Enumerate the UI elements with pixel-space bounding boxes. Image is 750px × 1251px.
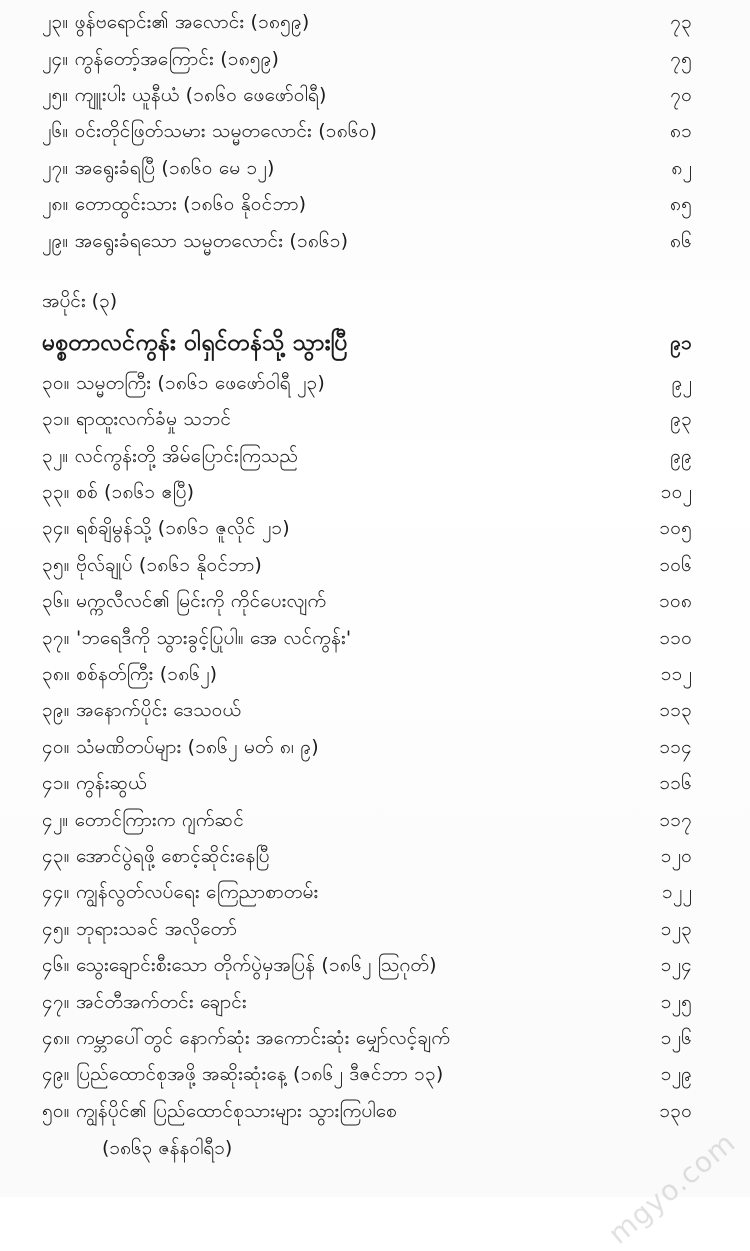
entry-page-number: ၁၁၄ xyxy=(659,735,692,758)
entry-title: ၃၉။ အနောက်ပိုင်း ဒေသဝယ် xyxy=(42,699,242,722)
entry-page-number: ၁၁၆ xyxy=(659,772,692,795)
toc-entry xyxy=(42,6,692,42)
toc-entry xyxy=(42,549,692,585)
entry-title: ၂၈။ တောထွင်းသား (၁၈၆၀ နိုဝင်ဘာ) xyxy=(42,193,307,216)
toc-entry xyxy=(42,403,692,439)
toc-entry xyxy=(42,876,692,912)
toc-entry xyxy=(42,188,692,224)
entry-title: ၄၀။ သံမဏိတပ်များ (၁၈၆၂ မတ် ၈၊ ၉) xyxy=(42,735,319,758)
entry-title: ၄၆။ သွေးချောင်းစီးသော တိုက်ပွဲမှအပြန် (၁၈၆၂ ဩဂုတ်) xyxy=(42,954,437,977)
entry-page-number: ၉၃ xyxy=(670,408,692,431)
entry-page-number: ၈၆ xyxy=(670,229,692,252)
entry-title: ၄၈။ ကမ္ဘာပေါ်တွင် နောက်ဆုံး အကောင်းဆုံး မျှော်လင့်ချက် xyxy=(42,1026,451,1049)
entry-title: ၂၃။ ဖွန်ဗရောင်း၏ အလောင်း (၁၈၅၉) xyxy=(42,11,310,34)
entry-page-number: ၁၃၀ xyxy=(659,1099,692,1122)
toc-entry xyxy=(42,115,692,151)
part-title-page-number: ၉၁ xyxy=(670,331,692,354)
toc-entry xyxy=(42,1058,692,1094)
entry-page-number: ၁၂၅ xyxy=(660,990,692,1013)
entry-page-number: ၈၁ xyxy=(670,120,692,143)
entry-page-number: ၁၀၈ xyxy=(659,590,692,613)
toc-entry xyxy=(42,621,692,657)
entry-page-number: ၁၁၀ xyxy=(659,626,692,649)
entry-title: ၂၅။ ကျူးပါး ယူနီယံ (၁၈၆၀ ဖေဖော်ဝါရီ) xyxy=(42,83,327,106)
entry-page-number: ၉၂ xyxy=(671,371,692,394)
toc-entry xyxy=(42,985,692,1021)
entry-title: ၄၃။ အောင်ပွဲရဖို့ စောင့်ဆိုင်းနေပြီ xyxy=(42,845,270,867)
toc-entry xyxy=(42,1022,692,1058)
entry-title: ၃၅။ ဗိုလ်ချုပ် (၁၈၆၁ နိုဝင်ဘာ) xyxy=(42,553,263,576)
entry-title: ၄၉။ ပြည်ထောင်စုအဖို့ အဆိုးဆုံးနေ့ (၁၈၆၂ ဒီဇင်ဘာ ၁၃) xyxy=(42,1063,444,1086)
entry-title: ၂၄။ ကွန်တော့်အကြောင်း (၁၈၅၉) xyxy=(42,47,280,70)
entry-page-number: ၁၂၂ xyxy=(662,881,692,904)
entry-page-number: ၁၂၆ xyxy=(660,1026,692,1049)
entry-page-number: ၉၉ xyxy=(670,444,692,467)
entry-continuation: (၁၈၆၃ ဇန်နဝါရီ၁) xyxy=(102,1136,233,1159)
entry-title: ၄၁။ ကွန်းဆွယ် xyxy=(42,772,147,795)
entry-title: ၂၉။ အရွေးခံရသော သမ္မတလောင်း (၁၈၆၁) xyxy=(42,229,349,252)
toc-entry xyxy=(42,585,692,621)
toc-entry xyxy=(42,476,692,512)
part1-entries xyxy=(42,6,692,261)
entry-title: ၂၇။ အရွေးခံရပြီ (၁၈၆၀ မေ ၁၂) xyxy=(42,156,275,179)
entry-title: ၅၀။ ကျွန်ပိုင်၏ ပြည်ထောင်စုသားများ သွားကြပါစေ xyxy=(42,1099,397,1122)
entry-title: ၂၆။ ဝင်းတိုင်ဖြတ်သမား သမ္မတလောင်း (၁၈၆၀) xyxy=(42,120,378,143)
toc-entry xyxy=(42,152,692,188)
entry-page-number: ၁၀၆ xyxy=(659,553,692,576)
table-of-contents xyxy=(42,6,692,1169)
toc-entry xyxy=(42,658,692,694)
part2-entries xyxy=(42,367,692,1131)
toc-entry xyxy=(42,42,692,78)
entry-title: ၄၂။ တောင်ကြားက ဂျက်ဆင် xyxy=(42,808,244,831)
toc-entry xyxy=(42,1095,692,1131)
entry-title: ၃၂။ လင်ကွန်းတို့ အိမ်ပြောင်းကြသည် xyxy=(42,444,299,467)
part-title: မစ္စတာလင်ကွန်း ဝါရှင်တန်သို့ သွားပြီ xyxy=(42,329,348,356)
toc-entry xyxy=(42,440,692,476)
entry-page-number: ၈၂ xyxy=(671,156,692,179)
watermark: mgyo.com xyxy=(602,1125,742,1251)
toc-entry xyxy=(42,694,692,730)
entry-page-number: ၇၃ xyxy=(670,11,692,34)
entry-title: ၃၀။ သမ္မတကြီး (၁၈၆၁ ဖေဖော်ဝါရီ ၂၃) xyxy=(42,371,325,394)
toc-entry xyxy=(42,803,692,839)
toc-entry xyxy=(42,79,692,115)
toc-entry xyxy=(42,949,692,985)
entry-page-number: ၁၁၇ xyxy=(659,808,692,831)
entry-title: ၃၄။ ရစ်ချိမွန်သို့ (၁၈၆၁ ဇူလိုင် ၂၁) xyxy=(42,517,290,540)
toc-entry xyxy=(42,767,692,803)
entry-page-number: ၁၂၃ xyxy=(660,917,692,940)
entry-page-number: ၈၅ xyxy=(670,193,692,216)
entry-title: ၃၈။ စစ်နတ်ကြီး (၁၈၆၂) xyxy=(42,663,218,686)
entry-title: ၃၆။ မက္ကလီလင်၏ မြင်းကို ကိုင်ပေးလျက် xyxy=(42,590,327,613)
entry-page-number: ၁၁၂ xyxy=(660,663,692,686)
entry-title: ၄၄။ ကျွန်လွတ်လပ်ရေး ကြေညာစာတမ်း xyxy=(42,881,319,904)
toc-entry xyxy=(42,224,692,260)
part-title-row xyxy=(42,323,692,367)
entry-page-number: ၁၀၂ xyxy=(660,481,692,504)
entry-title: ၃၇။ 'ဘရေဒီကို သွားခွင့်ပြုပါ။ အေ လင်ကွန်း' xyxy=(42,626,352,649)
toc-entry xyxy=(42,512,692,548)
entry-title: ၃၁။ ရာထူးလက်ခံမှု သဘင် xyxy=(42,408,232,431)
entry-title: ၄၅။ ဘုရားသခင် အလိုတော် xyxy=(42,917,238,940)
section-gap xyxy=(42,261,692,283)
entry-page-number: ၁၀၅ xyxy=(659,517,692,540)
toc-entry xyxy=(42,731,692,767)
toc-entry xyxy=(42,913,692,949)
entry-page-number: ၁၂၄ xyxy=(660,954,692,977)
entry-page-number: ၇၀ xyxy=(670,83,692,106)
toc-entry xyxy=(42,367,692,403)
entry-page-number: ၇၅ xyxy=(670,47,692,70)
part-label: အပိုင်း (၃) xyxy=(42,289,118,312)
entry-title: ၃၃။ စစ် (၁၈၆၁ ဧပြီ) xyxy=(42,481,195,504)
toc-entry xyxy=(42,840,692,876)
entry-page-number: ၁၂၀ xyxy=(660,845,692,867)
entry-page-number: ၁၁၃ xyxy=(659,699,692,722)
entry-title: ၄၇။ အင်တီအက်တင်း ချောင်း xyxy=(42,990,247,1013)
entry-page-number: ၁၂၉ xyxy=(660,1063,692,1086)
